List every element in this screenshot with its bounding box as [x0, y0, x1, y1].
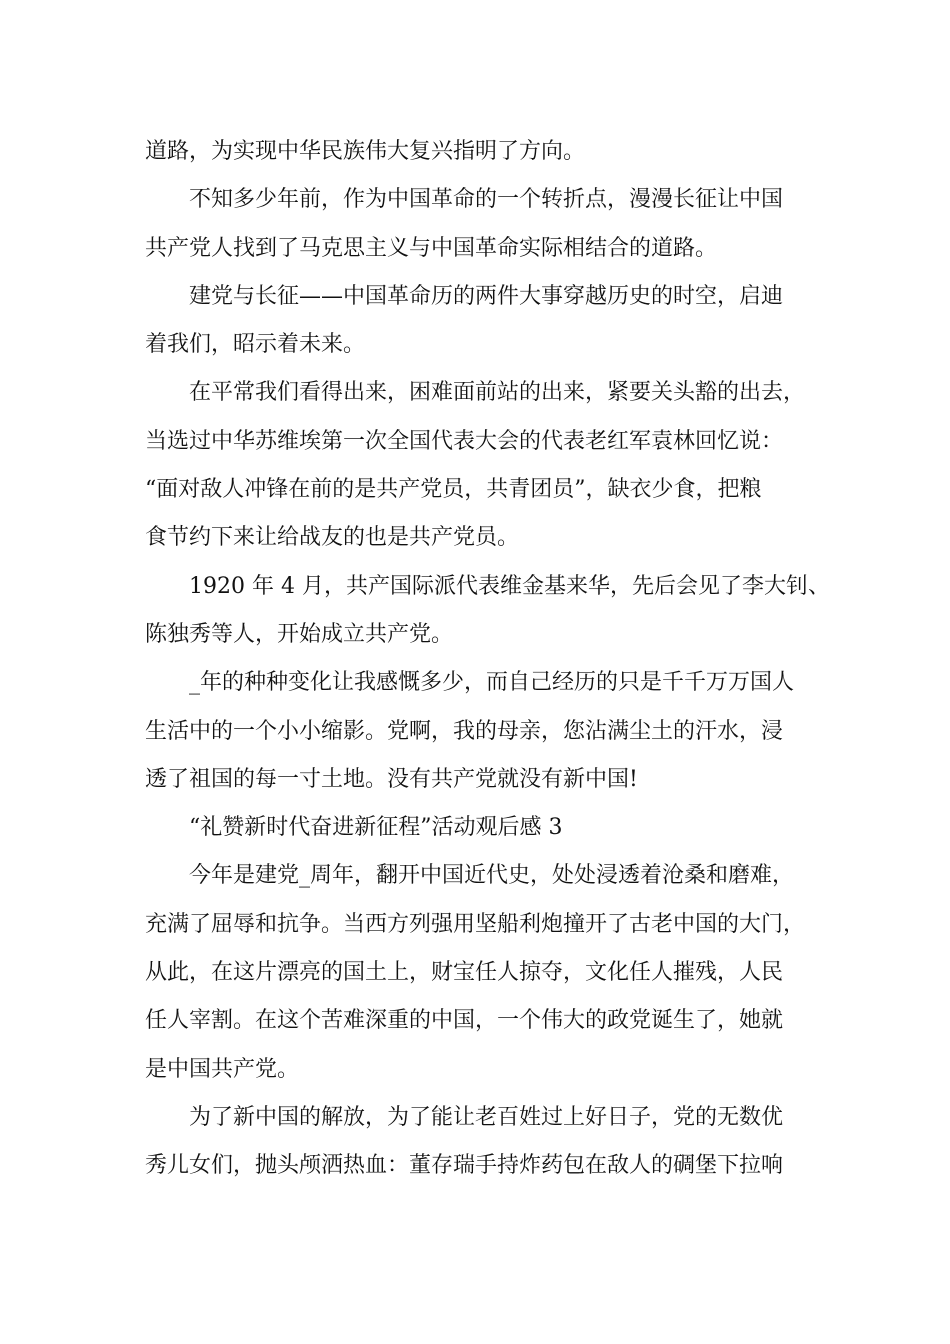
text-line: 秀儿女们，抛头颅洒热血：董存瑞手持炸药包在敌人的碉堡下拉响 — [145, 1153, 784, 1179]
text-line: _年的种种变化让我感慨多少，而自己经历的只是千千万万国人 — [189, 670, 795, 696]
text-line: 建党与长征——中国革命历的两件大事穿越历史的时空，启迪 — [189, 283, 784, 309]
text-line: 道路，为实现中华民族伟大复兴指明了方向。 — [145, 139, 586, 164]
document-body — [145, 128, 830, 1191]
text-line: 生活中的一个小小缩影。党啊，我的母亲，您沾满尘土的汗水，浸 — [145, 718, 784, 744]
text-line: “面对敌人冲锋在前的是共产党员，共青团员”，缺衣少食，把粮 — [145, 477, 762, 503]
text-line: 在平常我们看得出来，困难面前站的出来，紧要关头豁的出去， — [189, 380, 806, 406]
text-line: 任人宰割。在这个苦难深重的中国，一个伟大的政党诞生了，她就 — [145, 1008, 784, 1034]
text-line: 共产党人找到了马克思主义与中国革命实际相结合的道路。 — [145, 235, 718, 261]
text-line: 1920 年 4 月，共产国际派代表维金基来华，先后会见了李大钊、 — [189, 573, 830, 599]
text-line: 当选过中华苏维埃第一次全国代表大会的代表老红军袁林回忆说： — [145, 428, 784, 454]
text-line: 着我们，昭示着未来。 — [145, 332, 366, 358]
text-line: 今年是建党_周年，翻开中国近代史，处处浸透着沧桑和磨难， — [189, 863, 795, 889]
text-line: 从此，在这片漂亮的国土上，财宝任人掠夺，文化任人摧残，人民 — [145, 960, 784, 986]
text-line: 为了新中国的解放，为了能让老百姓过上好日子，党的无数优 — [189, 1104, 784, 1130]
text-line: 透了祖国的每一寸土地。没有共产党就没有新中国! — [145, 766, 638, 792]
text-line: 食节约下来让给战友的也是共产党员。 — [145, 525, 520, 551]
text-line: 是中国共产党。 — [145, 1056, 300, 1082]
text-line: “礼赞新时代奋进新征程”活动观后感 3 — [189, 815, 563, 841]
text-line: 陈独秀等人，开始成立共产党。 — [145, 621, 454, 647]
text-line: 充满了屈辱和抗争。当西方列强用坚船利炮撞开了古老中国的大门， — [145, 911, 806, 937]
text-line: 不知多少年前，作为中国革命的一个转折点，漫漫长征让中国 — [189, 187, 784, 213]
